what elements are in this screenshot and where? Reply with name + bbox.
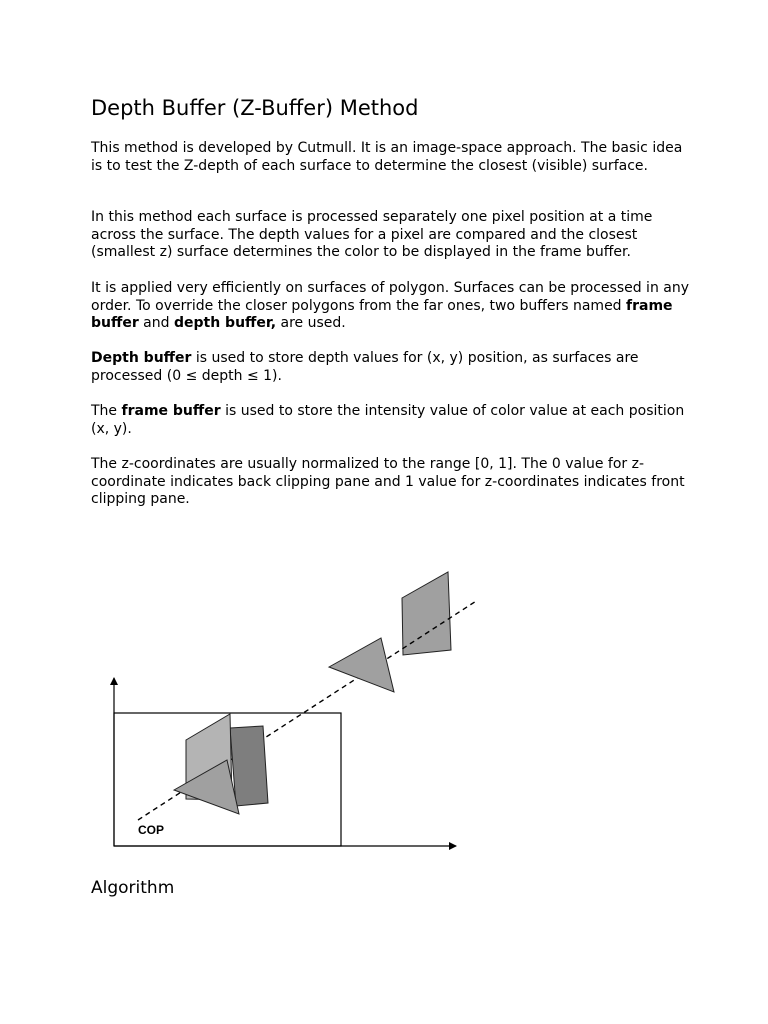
mid-parallelogram-polygon (402, 572, 451, 655)
depth-buffer-heading-term: Depth buffer (91, 350, 192, 366)
paragraph-frame-buffer (91, 403, 691, 438)
page-title: Depth Buffer (Z-Buffer) Method (91, 96, 419, 120)
paragraph-normalization: The z-coordinates are usually normalized to the range [0, 1]. The 0 value for z-coordinate indicates back clipping pane and 1 value for z-coordinates indicates front clipping pane. (91, 456, 685, 508)
paragraph-buffers-text-a: It is applied very efficiently on surfaces of polygon. Surfaces can be processed in any order. To override the closer polygons from the far ones, two buffers named (91, 280, 690, 314)
paragraph-frame-buffer-text-b: is used to store the intensity value of color value at each position (x, y). (91, 403, 685, 437)
paragraph-intro: This method is developed by Cutmull. It is an image-space approach. The basic idea is to test the Z-depth of each surface to determine the closest (visible) surface. (91, 140, 683, 174)
paragraph-frame-buffer-text-a: The (91, 403, 122, 419)
depth-buffer-term: depth buffer, (173, 315, 277, 332)
algorithm-heading: Algorithm (91, 878, 175, 898)
projected-dark-polygon (230, 726, 268, 806)
paragraph-buffers (91, 280, 691, 333)
zbuffer-diagram (96, 528, 476, 858)
cop-label: COP (138, 823, 165, 837)
mid-triangle-polygon (329, 638, 394, 692)
frame-buffer-term: frame buffer (91, 297, 673, 332)
paragraph-buffers-text-b: and (138, 315, 174, 332)
frame-buffer-heading-term: frame buffer (121, 403, 221, 419)
paragraph-depth-buffer-text: is used to store depth values for (x, y) position, as surfaces are processed (0 ≤ depth ≤ 1). (91, 350, 639, 384)
paragraph-process: In this method each surface is processed separately one pixel position at a time across the surface. The depth values for a pixel are compared and the closest (smallest z) surface determines the color to be displayed in the frame buffer. (91, 209, 653, 261)
paragraph-buffers-text-c: are used. (276, 315, 346, 332)
paragraph-depth-buffer (91, 350, 691, 385)
